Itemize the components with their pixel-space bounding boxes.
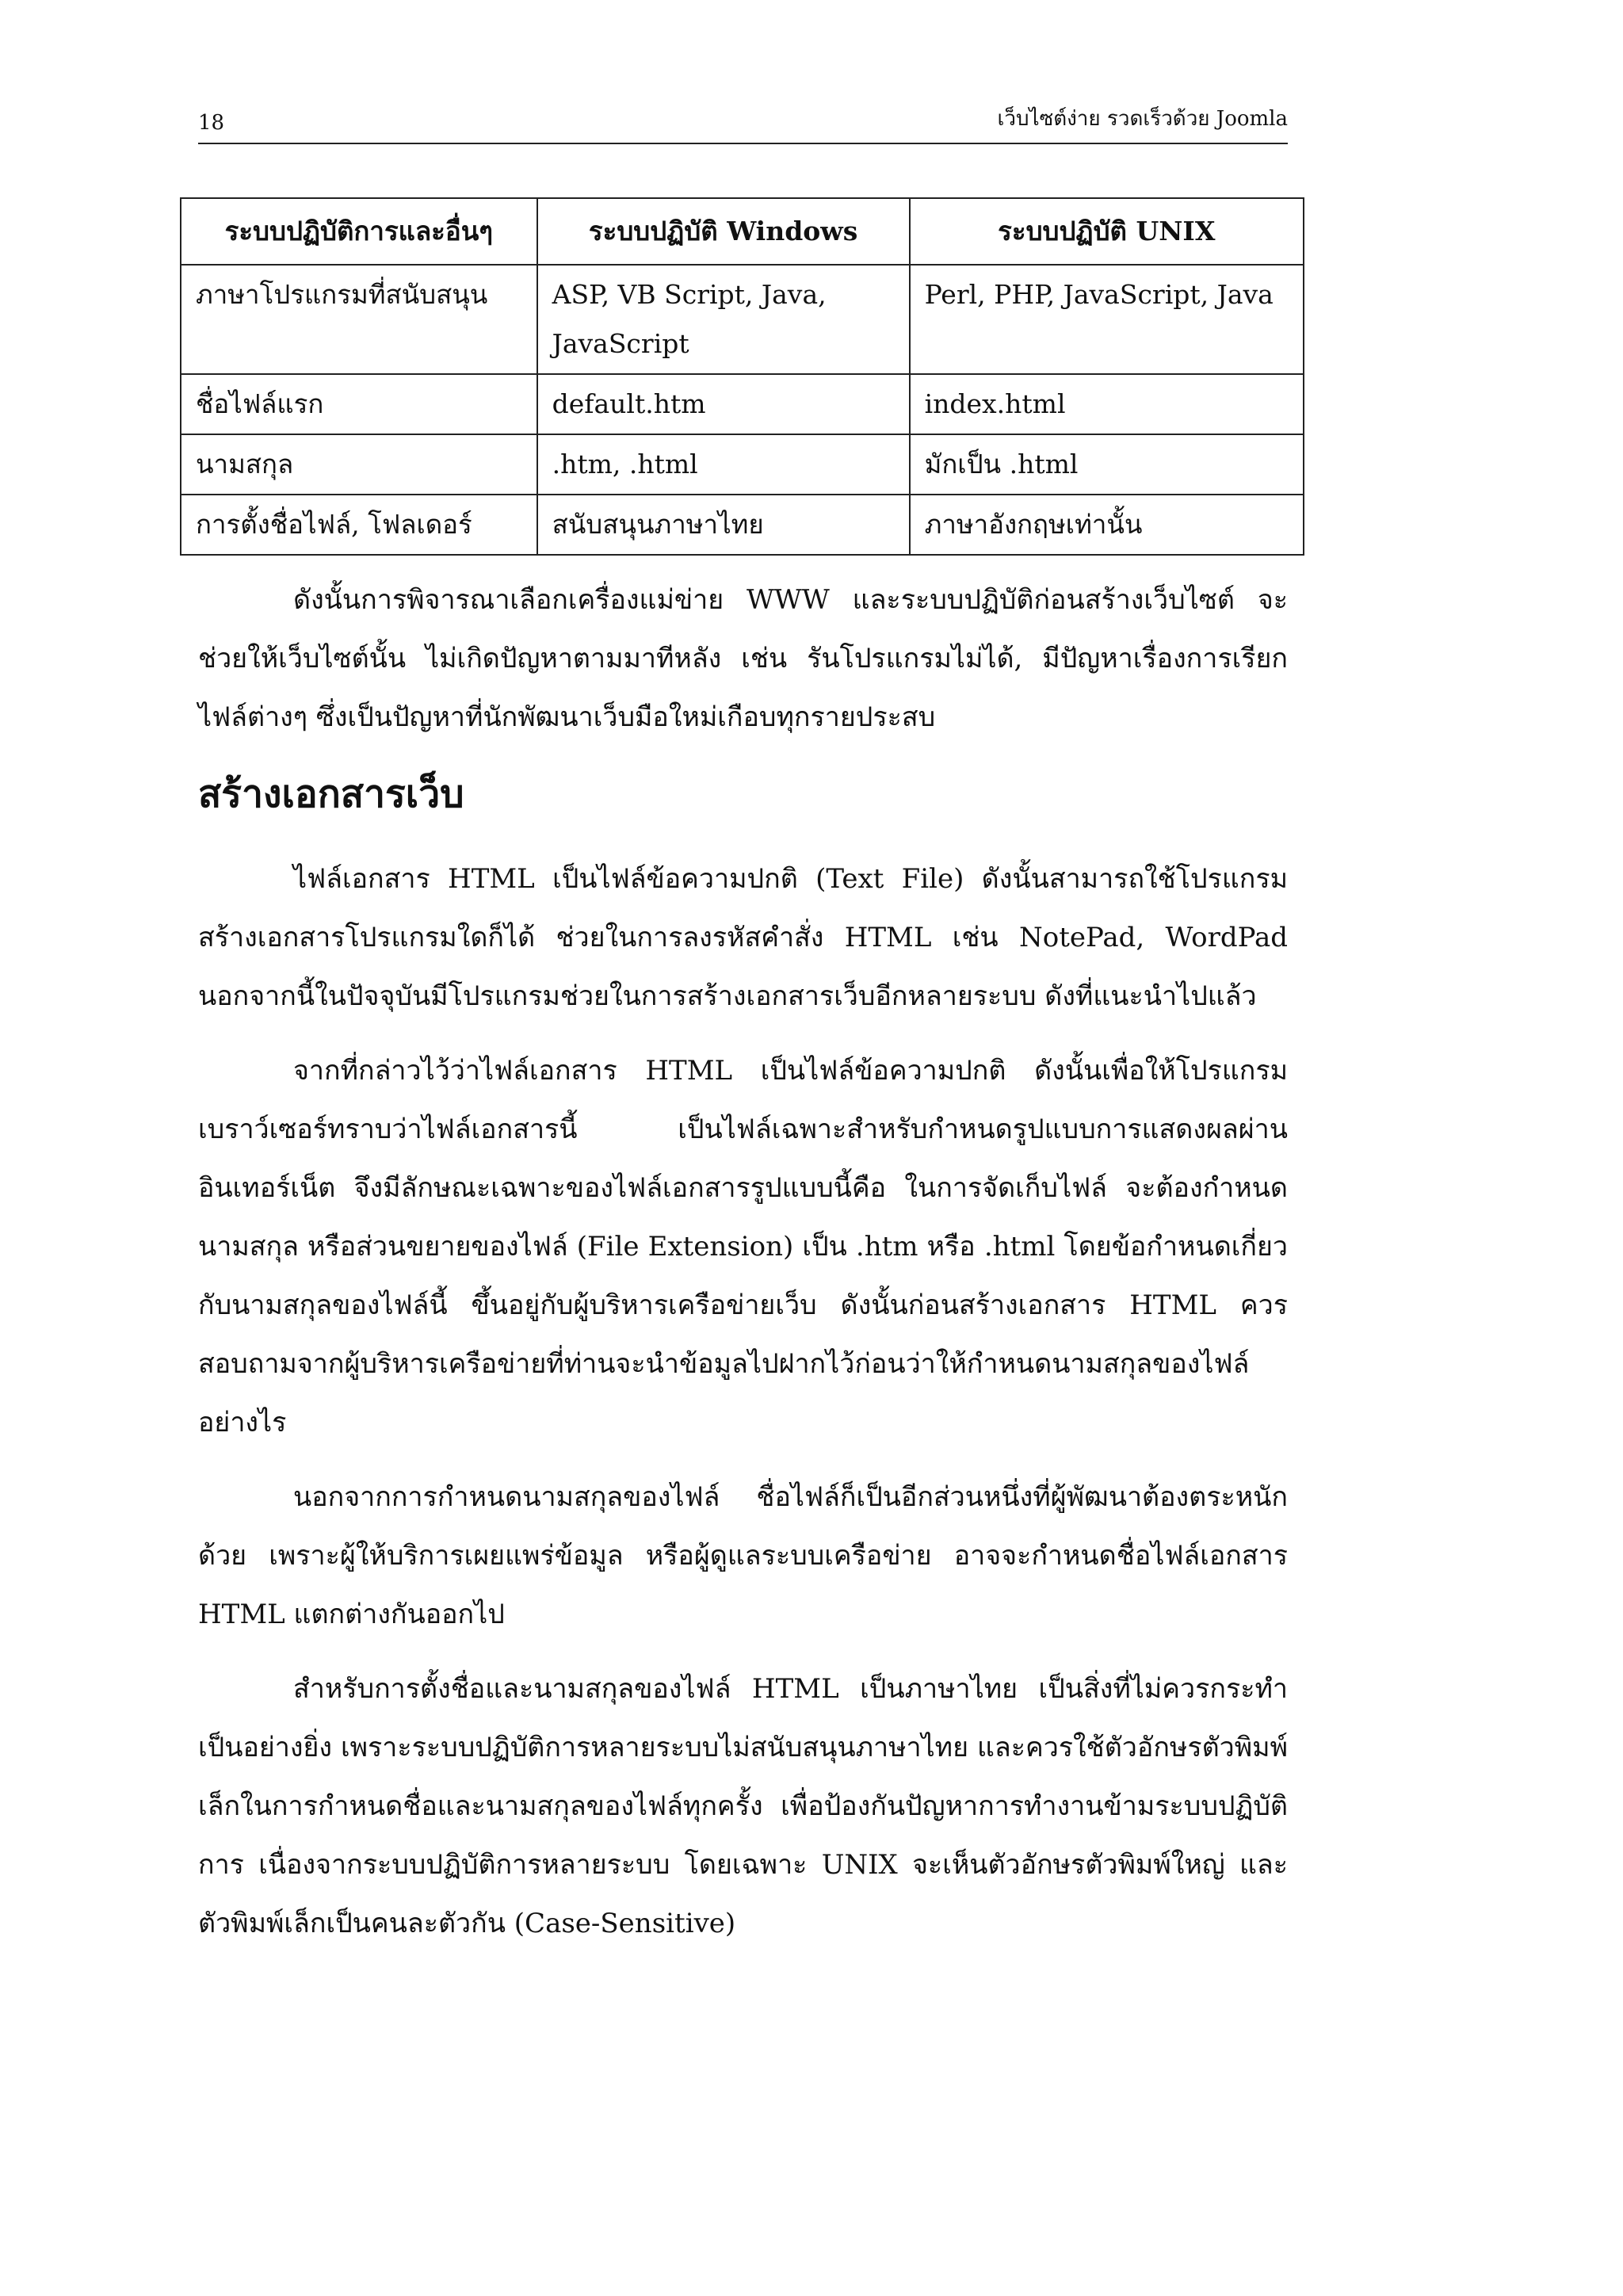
table-cell: สนับสนุนภาษาไทย xyxy=(537,495,910,555)
table-cell: ASP, VB Script, Java, JavaScript xyxy=(537,265,910,374)
table-row xyxy=(181,265,1304,374)
running-title: เว็บไซต์ง่าย รวดเร็วด้วย Joomla xyxy=(997,107,1288,131)
section-heading: สร้างเอกสารเว็บ xyxy=(198,772,464,816)
table-cell: ภาษาอังกฤษเท่านั้น xyxy=(910,495,1304,555)
table-cell: index.html xyxy=(910,374,1304,434)
table-cell: ชื่อไฟล์แรก xyxy=(181,374,537,434)
table-cell: default.htm xyxy=(537,374,910,434)
body-paragraph: นอกจากการกำหนดนามสกุลของไฟล์ ชื่อไฟล์ก็เป็นอีกส่วนหนึ่งที่ผู้พัฒนาต้องตระหนักด้วย เพราะผู้ให้บริการเผยแพร่ข้อมูล หรือผู้ดูแลระบบเครือข่าย อาจจะกำหนดชื่อไฟล์เอกสาร HTML แตกต่างกันออกไป xyxy=(198,1481,1288,1630)
page-number: 18 xyxy=(198,111,225,135)
body-paragraph: ไฟล์เอกสาร HTML เป็นไฟล์ข้อความปกติ (Text File) ดังนั้นสามารถใช้โปรแกรมสร้างเอกสารโปรแกรมใดก็ได้ ช่วยในการลงรหัสคำสั่ง HTML เช่น NotePad, WordPad นอกจากนี้ในปัจจุบันมีโปรแกรมช่วยในการสร้างเอกสารเว็บอีกหลายระบบ ดังที่แนะนำไปแล้ว xyxy=(198,863,1288,1012)
table-cell: .htm, .html xyxy=(537,434,910,495)
table-row xyxy=(181,495,1304,555)
intro-paragraph: ดังนั้นการพิจารณาเลือกเครื่องแม่ข่าย WWW และระบบปฏิบัติก่อนสร้างเว็บไซต์ จะช่วยให้เว็บไซต์นั้น ไม่เกิดปัญหาตามมาทีหลัง เช่น รันโปรแกรมไม่ได้, มีปัญหาเรื่องการเรียกไฟล์ต่างๆ ซึ่งเป็นปัญหาที่นักพัฒนาเว็บมือใหม่เกือบทุกรายประสบ xyxy=(198,584,1288,733)
page-header xyxy=(198,101,1288,144)
os-comparison-table xyxy=(180,197,1304,556)
table-cell: ภาษาโปรแกรมที่สนับสนุน xyxy=(181,265,537,374)
table-header-row xyxy=(181,198,1304,265)
table-row xyxy=(181,434,1304,495)
table-header-cell: ระบบปฏิบัติ Windows xyxy=(537,198,910,265)
table-header-cell: ระบบปฏิบัติการและอื่นๆ xyxy=(181,198,537,265)
table-header-cell: ระบบปฏิบัติ UNIX xyxy=(910,198,1304,265)
body-paragraph: จากที่กล่าวไว้ว่าไฟล์เอกสาร HTML เป็นไฟล์ข้อความปกติ ดังนั้นเพื่อให้โปรแกรมเบราว์เซอร์ทราบว่าไฟล์เอกสารนี้ เป็นไฟล์เฉพาะสำหรับกำหนดรูปแบบการแสดงผลผ่านอินเทอร์เน็ต จึงมีลักษณะเฉพาะของไฟล์เอกสารรูปแบบนี้คือ ในการจัดเก็บไฟล์ จะต้องกำหนดนามสกุล หรือส่วนขยายของไฟล์ (File Extension) เป็น .htm หรือ .html โดยข้อกำหนดเกี่ยวกับนามสกุลของไฟล์นี้ ขึ้นอยู่กับผู้บริหารเครือข่ายเว็บ ดังนั้นก่อนสร้างเอกสาร HTML ควรสอบถามจากผู้บริหารเครือข่ายที่ท่านจะนำข้อมูลไปฝากไว้ก่อนว่าให้กำหนดนามสกุลของไฟล์อย่างไร xyxy=(198,1055,1288,1438)
body-paragraph: สำหรับการตั้งชื่อและนามสกุลของไฟล์ HTML เป็นภาษาไทย เป็นสิ่งที่ไม่ควรกระทำเป็นอย่างยิ่ง เพราะระบบปฏิบัติการหลายระบบไม่สนับสนุนภาษาไทย และควรใช้ตัวอักษรตัวพิมพ์เล็กในการกำหนดชื่อและนามสกุลของไฟล์ทุกครั้ง เพื่อป้องกันปัญหาการทำงานข้ามระบบปฏิบัติการ เนื่องจากระบบปฏิบัติการหลายระบบ โดยเฉพาะ UNIX จะเห็นตัวอักษรตัวพิมพ์ใหญ่ และตัวพิมพ์เล็กเป็นคนละตัวกัน (Case-Sensitive) xyxy=(198,1673,1288,1939)
body-content xyxy=(198,571,1288,1969)
table-cell: มักเป็น .html xyxy=(910,434,1304,495)
table-cell: การตั้งชื่อไฟล์, โฟลเดอร์ xyxy=(181,495,537,555)
table-cell: นามสกุล xyxy=(181,434,537,495)
table-cell: Perl, PHP, JavaScript, Java xyxy=(910,265,1304,374)
table-row xyxy=(181,374,1304,434)
